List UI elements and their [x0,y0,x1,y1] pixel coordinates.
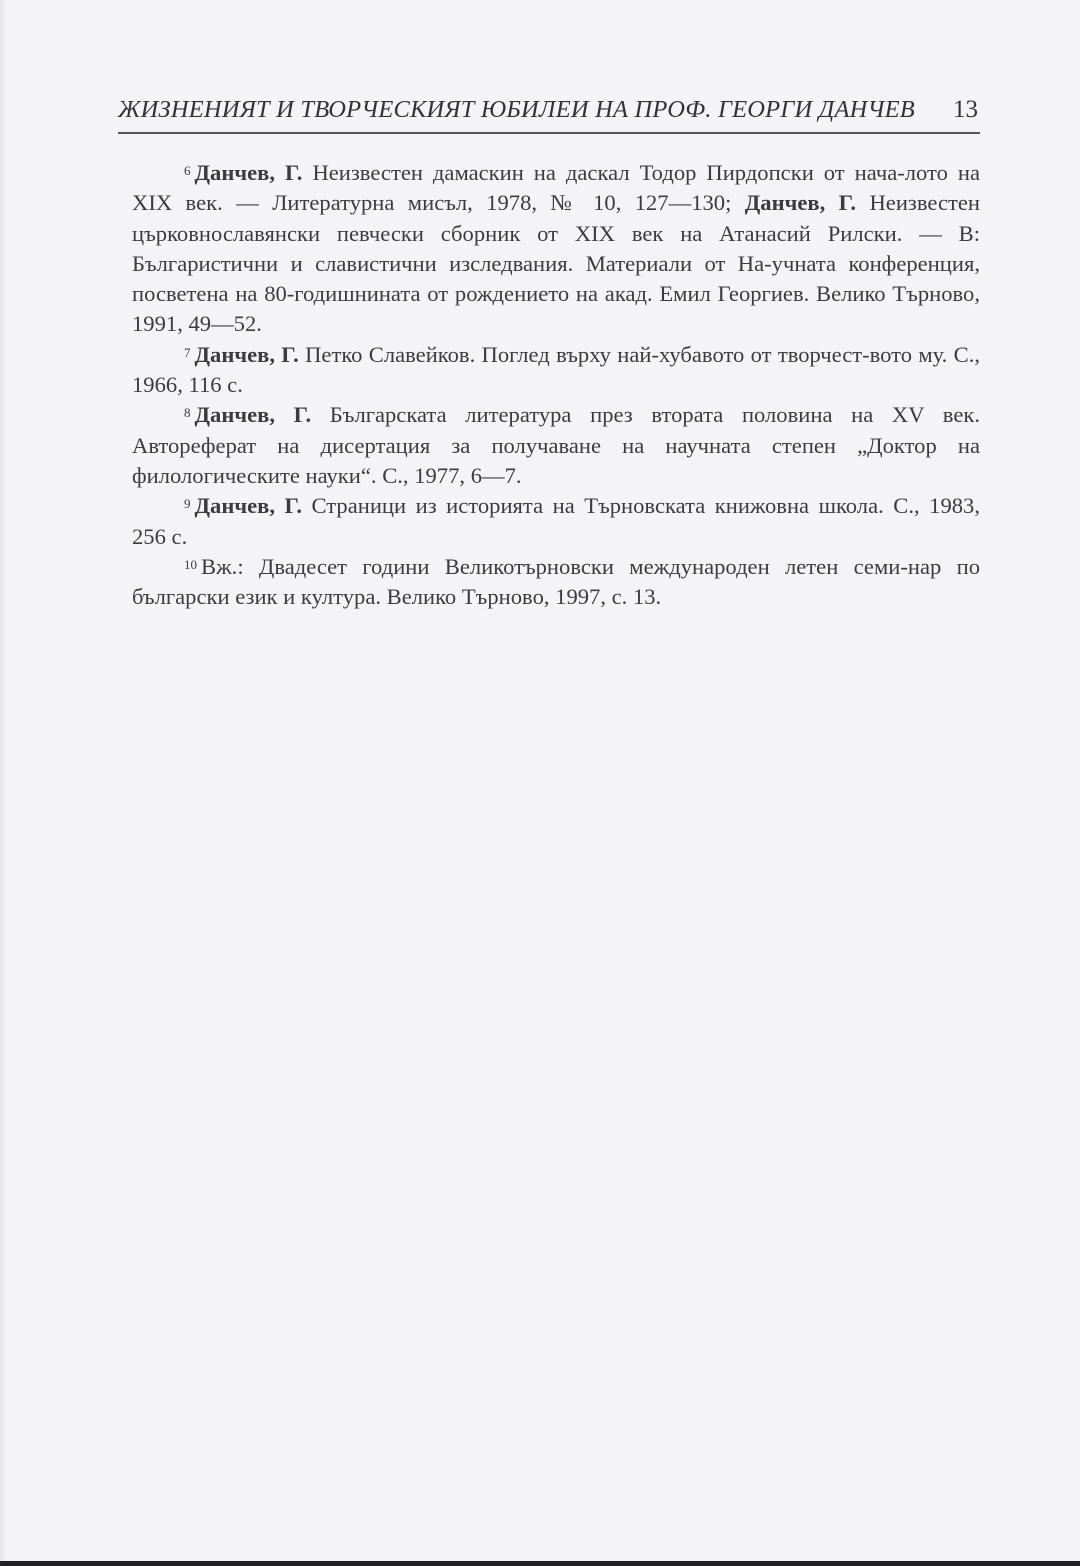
footnote-7 [132,340,980,401]
page-edge-shadow [0,0,8,1566]
footnote-text: Вж.: Двадесет години Великотърновски международен летен семи-нар по български език и култура. Велико Търново, 1997, с. 13. [132,553,980,610]
footnote-9 [132,491,980,552]
footnote-number: 7 [184,344,191,360]
footnote-text: Неизвестен църковнославянски певчески сборник от XIX век на Атанасий Рилски. — В: Българистични и славистични изследвания. Материали от На-учната конференция, посветена на 80-годишнината от рождението на акад. Емил Георгиев. Велико Търново, 1991, 49—52. [132,190,980,337]
footnote-text: Страници из историята на Търновската книжовна школа. С., 1983, 256 с. [132,493,980,549]
running-title: ЖИЗНЕНИЯТ И ТВОРЧЕСКИЯТ ЮБИЛЕИ НА ПРОФ. ГЕОРГИ ДАНЧЕВ [118,96,915,123]
footnote-text: Българската литература през втората половина на XV век. Автореферат на дисертация за получаване на научната степен „Доктор на филологическите науки“. С., 1977, 6—7. [132,402,980,488]
footnote-number: 6 [184,163,191,178]
footnote-10 [132,552,980,613]
footnote-6 [132,158,980,340]
page-number: 13 [953,96,978,123]
footnote-author: Данчев, Г. [744,190,857,216]
footnotes-block [132,158,980,612]
scan-bottom-edge [0,1561,1080,1566]
footnote-author: Данчев, Г. [194,160,303,185]
footnote-number: 9 [184,496,191,512]
footnote-number: 8 [184,405,191,421]
footnote-text: Неизвестен дамаскин на даскал Тодор Пирдопски от нача-лото на XIX век. — Литературна мисъл, 1978, № 10, 127—130; [132,160,981,216]
running-header [118,92,980,134]
footnote-author: Данчев, Г. [194,402,312,428]
footnote-author: Данчев, Г. [194,341,299,367]
footnote-author: Данчев, Г. [194,493,302,519]
footnote-8 [132,400,980,491]
footnote-number: 10 [184,556,197,572]
footnote-text: Петко Славейков. Поглед върху най-хубавото от творчест-вото му. С., 1966, 116 с. [132,341,980,398]
